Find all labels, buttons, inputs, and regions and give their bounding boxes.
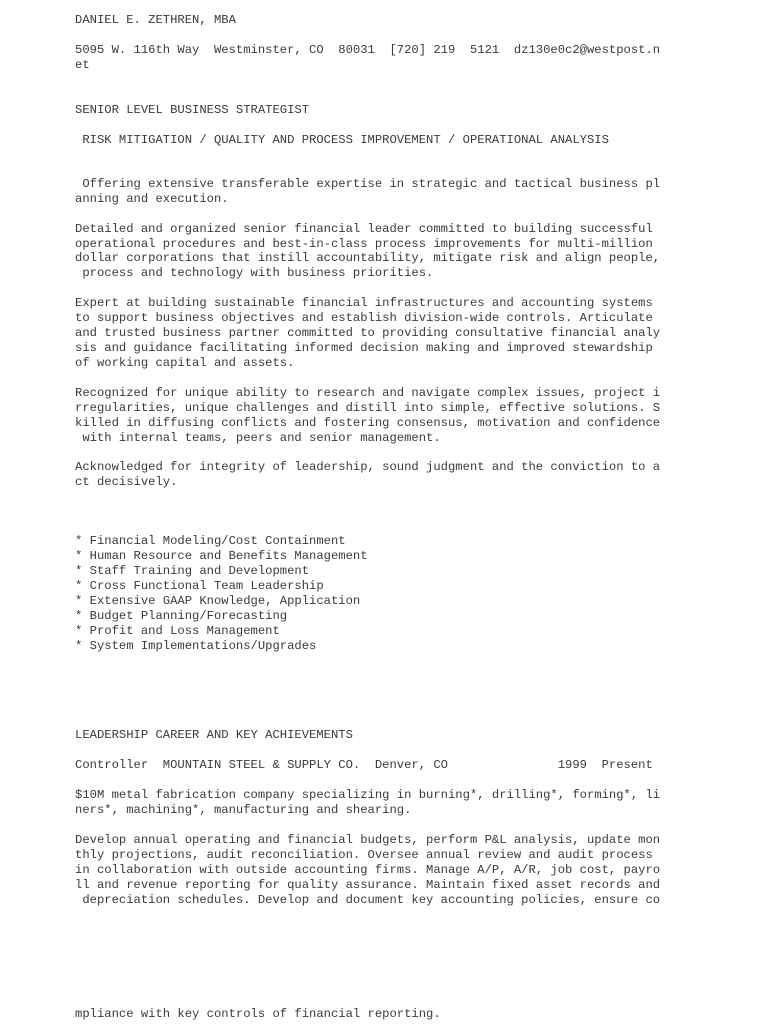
contact-line-wrap: et xyxy=(75,58,90,72)
candidate-name: DANIEL E. ZETHREN, MBA xyxy=(75,13,236,27)
summary-line: anning and execution. xyxy=(75,192,229,206)
summary-line: to support business objectives and establish division-wide controls. Articulate xyxy=(75,311,653,325)
summary-line: and trusted business partner committed to providing consultative financial analy xyxy=(75,326,661,340)
job-duties-line: Develop annual operating and financial budgets, perform P&L analysis, update mon xyxy=(75,833,661,847)
company-description: $10M metal fabrication company specializing in burning*, drilling*, forming*, li xyxy=(75,788,661,802)
skill-item: * Cross Functional Team Leadership xyxy=(75,579,324,593)
summary-line: rregularities, unique challenges and distill into simple, effective solutions. S xyxy=(75,401,661,415)
company-description: ners*, machining*, manufacturing and shearing. xyxy=(75,803,412,817)
summary-line: operational procedures and best-in-class process improvements for multi-million xyxy=(75,237,653,251)
job-duties-line: ll and revenue reporting for quality assurance. Maintain fixed asset records and xyxy=(75,878,661,892)
job-duties-line: thly projections, audit reconciliation. Oversee annual review and audit process xyxy=(75,848,653,862)
job-duties-line: mpliance with key controls of financial reporting. xyxy=(75,1007,441,1021)
summary-line: ct decisively. xyxy=(75,475,178,489)
headline-title: SENIOR LEVEL BUSINESS STRATEGIST xyxy=(75,103,310,117)
skill-item: * Human Resource and Benefits Management xyxy=(75,549,368,563)
job-title-line: Controller MOUNTAIN STEEL & SUPPLY CO. Denver, CO 1999 Present xyxy=(75,758,653,772)
skill-item: * Profit and Loss Management xyxy=(75,624,280,638)
job-duties-line: depreciation schedules. Develop and document key accounting policies, ensure co xyxy=(75,893,661,907)
skill-item: * Budget Planning/Forecasting xyxy=(75,609,288,623)
skill-item: * Financial Modeling/Cost Containment xyxy=(75,534,346,548)
section-heading: LEADERSHIP CAREER AND KEY ACHIEVEMENTS xyxy=(75,728,353,742)
skill-item: * Extensive GAAP Knowledge, Application xyxy=(75,594,361,608)
headline-specialties: RISK MITIGATION / QUALITY AND PROCESS IMPROVEMENT / OPERATIONAL ANALYSIS xyxy=(75,133,609,147)
summary-line: dollar corporations that instill accountability, mitigate risk and align people, xyxy=(75,251,661,265)
summary-line: Offering extensive transferable expertise in strategic and tactical business pl xyxy=(75,177,661,191)
summary-line: with internal teams, peers and senior management. xyxy=(75,431,441,445)
contact-line: 5095 W. 116th Way Westminster, CO 80031 [720] 219 5121 dz130e0c2@westpost.n xyxy=(75,43,661,57)
summary-line: Recognized for unique ability to research and navigate complex issues, project i xyxy=(75,386,661,400)
summary-line: Detailed and organized senior financial leader committed to building successful xyxy=(75,222,653,236)
summary-line: Expert at building sustainable financial infrastructures and accounting systems xyxy=(75,296,653,310)
summary-line: of working capital and assets. xyxy=(75,356,295,370)
summary-line: Acknowledged for integrity of leadership, sound judgment and the conviction to a xyxy=(75,460,661,474)
skill-item: * Staff Training and Development xyxy=(75,564,310,578)
job-duties-line: in collaboration with outside accounting firms. Manage A/P, A/R, job cost, payro xyxy=(75,863,661,877)
summary-line: killed in diffusing conflicts and fostering consensus, motivation and confidence xyxy=(75,416,661,430)
skill-item: * System Implementations/Upgrades xyxy=(75,639,317,653)
summary-line: sis and guidance facilitating informed decision making and improved stewardship xyxy=(75,341,653,355)
summary-line: process and technology with business priorities. xyxy=(75,266,434,280)
